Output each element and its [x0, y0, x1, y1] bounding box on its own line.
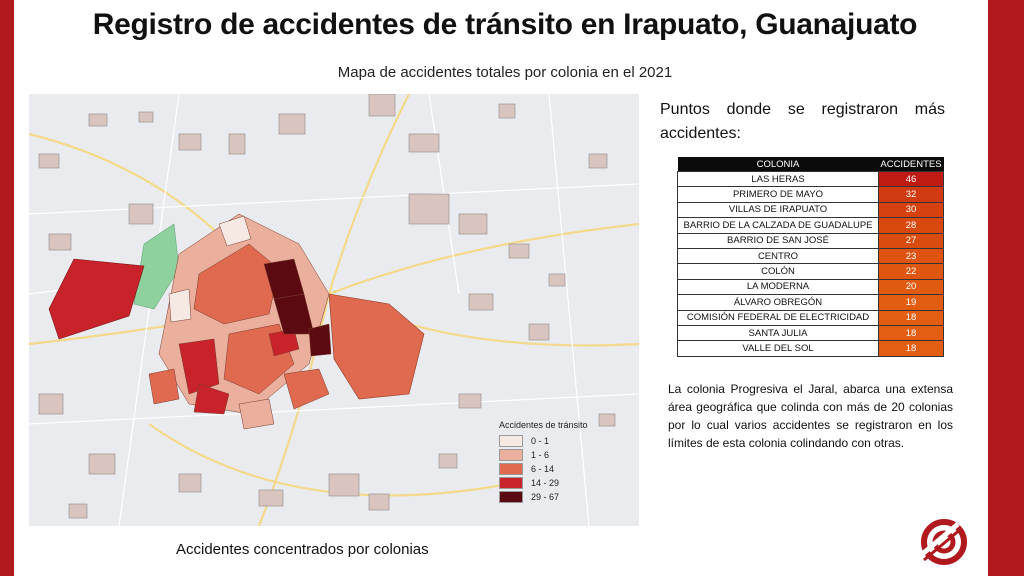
page-title: Registro de accidentes de tránsito en Irapuato, Guanajuato [92, 8, 918, 41]
legend-item [499, 476, 599, 490]
cell-accidentes: 18 [879, 341, 944, 356]
cell-colonia: VILLAS DE IRAPUATO [678, 202, 879, 217]
cell-accidentes: 20 [879, 279, 944, 294]
map-legend [499, 420, 599, 504]
cell-colonia: VALLE DEL SOL [678, 341, 879, 356]
table-row [678, 202, 944, 217]
cell-colonia: ÁLVARO OBREGÓN [678, 295, 879, 310]
cell-accidentes: 18 [879, 325, 944, 340]
legend-label: 29 - 67 [531, 492, 560, 502]
table-row [678, 295, 944, 310]
cell-colonia: COMISIÓN FEDERAL DE ELECTRICIDAD [678, 310, 879, 325]
colonia-progresiva-el-jaral [329, 294, 424, 399]
column-header-accidentes: ACCIDENTES [880, 158, 942, 170]
legend-swatch [499, 449, 523, 461]
map-subtitle: Mapa de accidentes totales por colonia en el 2021 [337, 64, 673, 81]
table-row [678, 233, 944, 248]
table-row [678, 248, 944, 263]
table-row [678, 264, 944, 279]
legend-swatch [499, 491, 523, 503]
cell-colonia: LAS HERAS [678, 172, 879, 187]
right-accent-bar [988, 0, 1024, 576]
cell-colonia: BARRIO DE SAN JOSÉ [678, 233, 879, 248]
cell-colonia: SANTA JULIA [678, 325, 879, 340]
legend-item [499, 462, 599, 476]
legend-item [499, 490, 599, 504]
cell-colonia: BARRIO DE LA CALZADA DE GUADALUPE [678, 218, 879, 233]
table-row [678, 279, 944, 294]
legend-item [499, 448, 599, 462]
table-row [678, 218, 944, 233]
table-row [678, 325, 944, 340]
cell-accidentes: 23 [879, 248, 944, 263]
table-row [678, 341, 944, 356]
cell-accidentes: 19 [879, 295, 944, 310]
cell-accidentes: 18 [879, 310, 944, 325]
cell-accidentes: 27 [879, 233, 944, 248]
table-row [678, 172, 944, 187]
legend-swatch [499, 435, 523, 447]
left-accent-bar [0, 0, 14, 576]
legend-label: 1 - 6 [531, 450, 550, 460]
table-row [678, 310, 944, 325]
choropleth-map[interactable] [29, 94, 639, 526]
legend-title: Accidentes de tránsito [499, 420, 588, 430]
legend-swatch [499, 463, 523, 475]
legend-swatch [499, 477, 523, 489]
column-header-colonia: COLONIA [678, 157, 879, 172]
legend-label: 0 - 1 [531, 436, 550, 446]
cell-colonia: CENTRO [678, 248, 879, 263]
logo-icon [914, 516, 970, 566]
cell-accidentes: 30 [879, 202, 944, 217]
note-paragraph: La colonia Progresiva el Jaral, abarca una extensa área geográfica que colinda con más de 20 colonias por lo cual varios accidentes se registraron en los límites de esta colonia colindando con otras. [668, 382, 953, 450]
colonia-west [49, 259, 144, 339]
table-row [678, 187, 944, 202]
legend-label: 6 - 14 [531, 464, 555, 474]
brand-logo [914, 516, 970, 566]
cell-colonia: COLÓN [678, 264, 879, 279]
legend-label: 14 - 29 [531, 478, 560, 488]
cell-colonia: LA MODERNA [678, 279, 879, 294]
map-caption: Accidentes concentrados por colonias [176, 541, 429, 558]
cell-accidentes: 22 [879, 264, 944, 279]
accidents-table [677, 157, 944, 357]
cell-accidentes: 32 [879, 187, 944, 202]
cell-accidentes: 28 [879, 218, 944, 233]
table-header-row [678, 157, 944, 172]
legend-item [499, 434, 599, 448]
cell-accidentes: 46 [879, 172, 944, 187]
cell-colonia: PRIMERO DE MAYO [678, 187, 879, 202]
panel-heading: Puntos donde se registraron más accidentes: [660, 101, 945, 142]
